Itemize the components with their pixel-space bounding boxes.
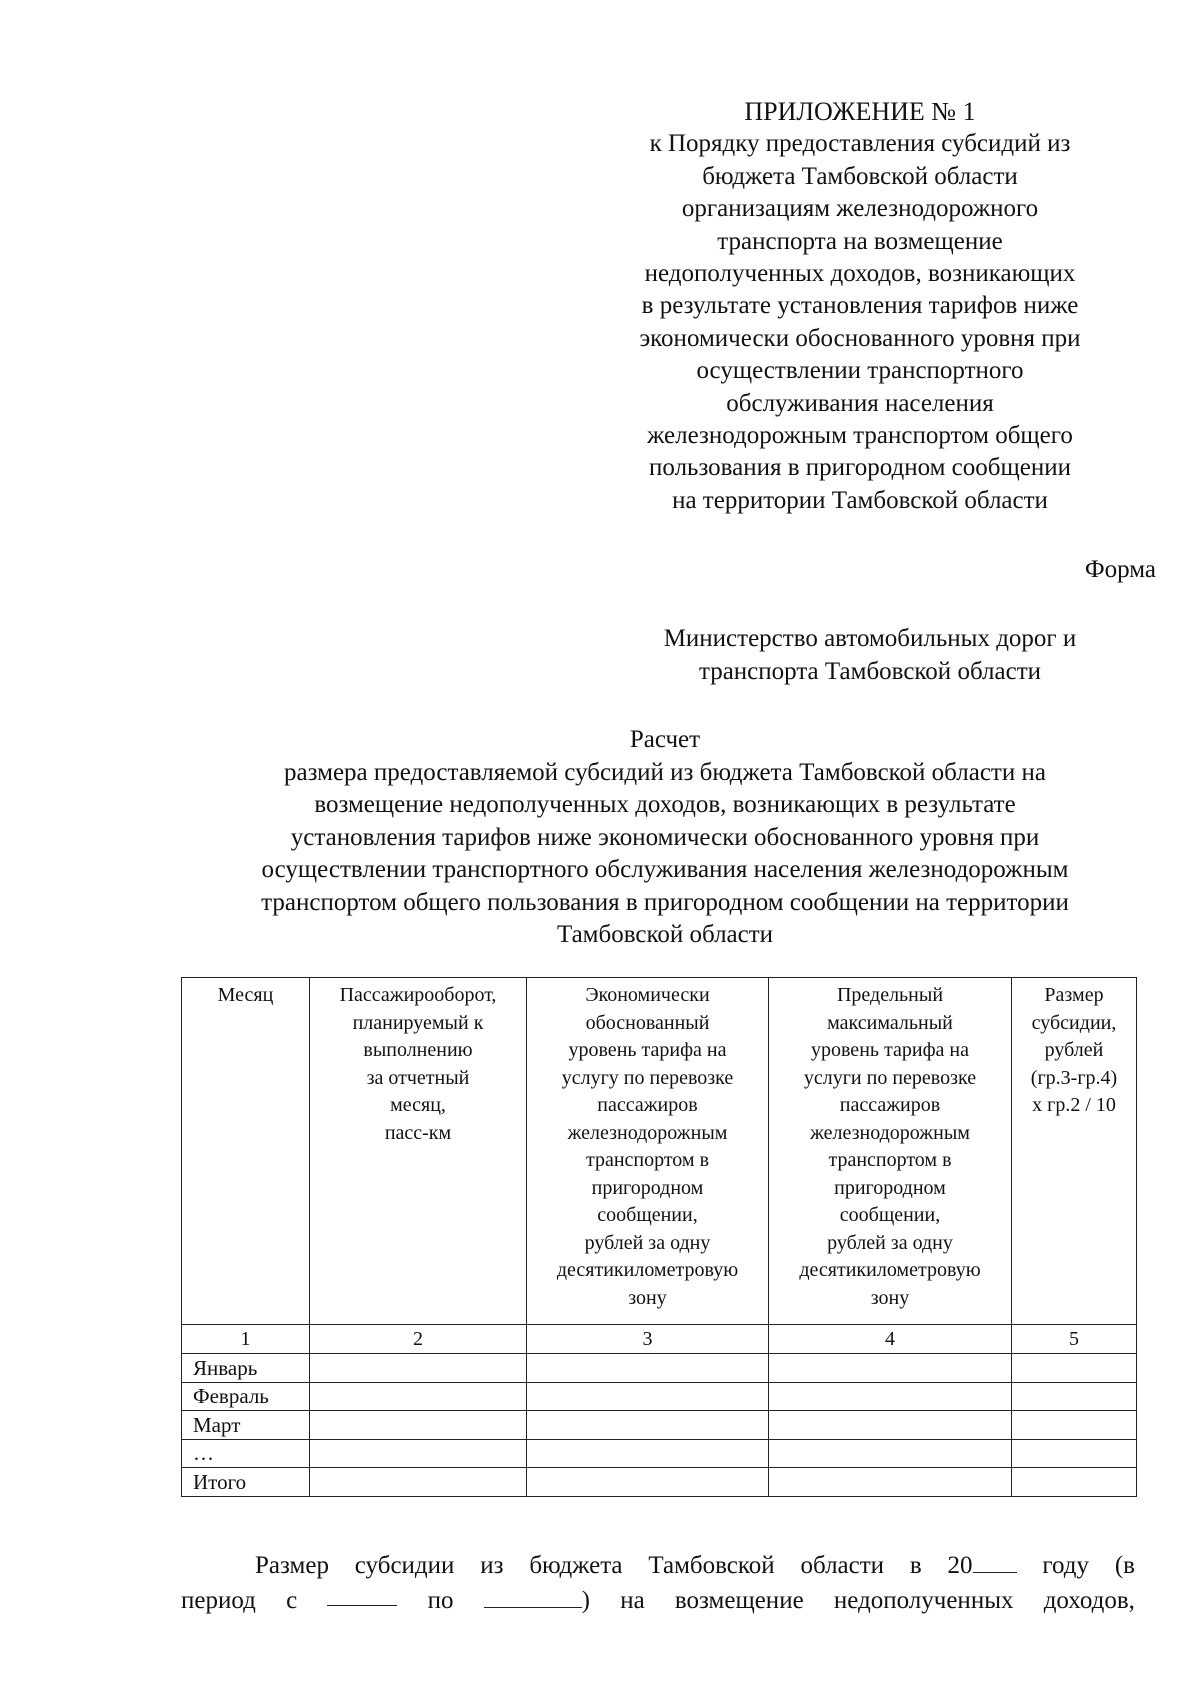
form-label: Форма — [1084, 556, 1156, 583]
appendix-title: ПРИЛОЖЕНИЕ № 1 — [744, 97, 976, 126]
table-cell — [1012, 1411, 1137, 1440]
table-cell — [769, 1411, 1012, 1440]
year-prefix: 20 — [947, 1552, 973, 1579]
appendix-line: организациям железнодорожного — [681, 195, 1039, 223]
paragraph-word: на — [620, 1587, 645, 1614]
header-line: уровень тарифа на — [810, 1039, 969, 1061]
table-cell — [310, 1439, 527, 1468]
table-cell — [769, 1468, 1012, 1497]
month-cell: Итого — [182, 1468, 310, 1497]
paragraph-word: Тамбовской — [648, 1552, 775, 1579]
header-line: за отчетный — [366, 1066, 470, 1089]
header-line: Размер — [1044, 984, 1104, 1006]
ministry-name — [620, 622, 1120, 688]
table-cell — [527, 1354, 769, 1383]
column-number-row — [182, 1325, 1137, 1354]
header-line: зону — [628, 1286, 667, 1309]
paragraph-line-1 — [181, 1548, 1135, 1583]
appendix-line: обслуживания населения — [726, 389, 994, 417]
paragraph-word: в — [909, 1552, 922, 1579]
calculation-line: Тамбовской области — [556, 921, 774, 948]
header-line: пасс-км — [384, 1121, 452, 1144]
paragraph-word: с — [286, 1587, 298, 1614]
header-line: пассажиров — [839, 1094, 941, 1116]
header-line: зону — [870, 1286, 910, 1309]
appendix-line: экономически обоснованного уровня при — [639, 324, 1081, 352]
header-line: пассажиров — [597, 1094, 698, 1116]
header-line: рублей за одну — [827, 1231, 953, 1254]
column-number: 3 — [527, 1325, 769, 1354]
calculation-title-block — [150, 724, 1180, 952]
calculation-line: транспортом общего пользования в пригородном сообщении на территории — [261, 888, 1069, 916]
table-cell — [769, 1439, 1012, 1468]
header-line: рублей — [1044, 1039, 1104, 1061]
appendix-line: пользования в пригородном сообщении — [649, 454, 1071, 482]
appendix-line: на территории Тамбовской области — [672, 486, 1048, 514]
header-line: услуги по перевозке — [803, 1066, 977, 1089]
calculation-title: Расчет — [629, 726, 701, 753]
column-number: 1 — [182, 1325, 310, 1354]
header-line: рублей за одну — [584, 1231, 711, 1254]
header-line: сообщении, — [839, 1204, 941, 1226]
closing-paren: ) — [581, 1587, 590, 1614]
paragraph-word: году — [1042, 1552, 1089, 1579]
calculation-line: возмещение недополученных доходов, возникающих в результате — [314, 791, 1016, 818]
table-header-row — [182, 978, 1137, 1325]
header-line: транспортом в — [585, 1149, 710, 1171]
header-line: обоснованный — [585, 1011, 710, 1034]
table-cell — [310, 1382, 527, 1411]
header-line: месяц, — [390, 1094, 446, 1116]
table-row — [182, 1354, 1137, 1383]
table-cell — [1012, 1382, 1137, 1411]
year-blank — [973, 1550, 1017, 1573]
appendix-line: к Порядку предоставления субсидий из — [649, 130, 1071, 158]
header-subsidy-amount — [1012, 978, 1137, 1325]
table-row — [182, 1411, 1137, 1440]
header-line: пригородном — [834, 1176, 946, 1199]
header-line: Экономически — [585, 984, 710, 1006]
table-cell — [527, 1411, 769, 1440]
appendix-line: осуществлении транспортного — [696, 357, 1024, 385]
calculation-line: осуществлении транспортного обслуживания населения железнодорожным — [261, 856, 1069, 883]
month-cell: Февраль — [182, 1382, 310, 1411]
header-line: десятикилометровую — [799, 1259, 981, 1281]
header-line: субсидии, — [1031, 1011, 1117, 1034]
table-cell — [527, 1468, 769, 1497]
ministry-line: Министерство автомобильных дорог и — [663, 625, 1077, 652]
paragraph-word: доходов, — [1043, 1587, 1135, 1614]
paragraph-word: бюджета — [529, 1552, 623, 1579]
table-cell — [310, 1468, 527, 1497]
table-cell — [527, 1439, 769, 1468]
period-end-blank — [484, 1585, 582, 1608]
header-line: десятикилометровую — [556, 1259, 739, 1281]
header-line: планируемый к — [352, 1011, 484, 1034]
appendix-line: железнодорожным транспортом общего — [647, 422, 1073, 450]
subsidy-paragraph — [181, 1548, 1135, 1618]
calculation-line: размера предоставляемой субсидий из бюджета Тамбовской области на — [284, 758, 1046, 786]
header-line: х гр.2 / 10 — [1032, 1094, 1116, 1116]
table-row-total — [182, 1468, 1137, 1497]
paragraph-word: субсидии — [354, 1552, 455, 1579]
column-number: 2 — [310, 1325, 527, 1354]
paragraph-line-2 — [181, 1583, 1135, 1618]
table-cell — [769, 1354, 1012, 1383]
paragraph-word: возмещение — [674, 1587, 804, 1614]
header-line: выполнению — [363, 1039, 473, 1061]
month-cell: Январь — [182, 1354, 310, 1383]
header-line: железнодорожным — [567, 1121, 728, 1144]
table-cell — [527, 1382, 769, 1411]
paragraph-word: Размер — [255, 1552, 329, 1579]
paragraph-word: период — [181, 1587, 256, 1614]
appendix-line: транспорта на возмещение — [717, 227, 1003, 255]
appendix-line: бюджета Тамбовской области — [702, 162, 1018, 190]
paragraph-word: недополученных — [833, 1587, 1014, 1614]
table-cell — [310, 1411, 527, 1440]
period-start-blank — [327, 1583, 397, 1606]
table-row — [182, 1382, 1137, 1411]
header-passenger-turnover — [310, 978, 527, 1325]
table-row — [182, 1439, 1137, 1468]
header-line: услугу по перевозке — [561, 1066, 734, 1089]
year-field — [948, 1548, 1017, 1583]
header-line: сообщении, — [597, 1204, 698, 1226]
table-cell — [769, 1382, 1012, 1411]
header-line: транспортом в — [828, 1149, 952, 1171]
header-line: максимальный — [827, 1011, 953, 1034]
subsidy-table — [181, 977, 1137, 1497]
table-cell — [1012, 1354, 1137, 1383]
calculation-line: установления тарифов ниже экономически обоснованного уровня при — [290, 823, 1040, 851]
paragraph-word: по — [427, 1587, 454, 1614]
paragraph-word: (в — [1114, 1552, 1135, 1579]
header-line: пригородном — [591, 1176, 704, 1199]
header-line: (гр.3-гр.4) — [1030, 1066, 1118, 1089]
appendix-header — [600, 96, 1120, 517]
appendix-line: недополученных доходов, возникающих — [644, 260, 1076, 288]
table-cell — [1012, 1439, 1137, 1468]
header-line: железнодорожным — [810, 1121, 970, 1144]
column-number: 5 — [1012, 1325, 1137, 1354]
header-line: Месяц — [217, 984, 274, 1006]
appendix-line: в результате установления тарифов ниже — [641, 292, 1079, 320]
paragraph-word: из — [480, 1552, 504, 1579]
month-cell: Март — [182, 1411, 310, 1440]
column-number: 4 — [769, 1325, 1012, 1354]
table-cell — [310, 1354, 527, 1383]
header-max-tariff — [769, 978, 1012, 1325]
header-month — [182, 978, 310, 1325]
table-cell — [1012, 1468, 1137, 1497]
header-line: уровень тарифа на — [568, 1039, 727, 1061]
month-cell: … — [182, 1439, 310, 1468]
period-end-field — [484, 1583, 590, 1618]
paragraph-word: области — [800, 1552, 885, 1579]
ministry-line: транспорта Тамбовской области — [698, 658, 1042, 685]
header-line: Предельный — [836, 984, 944, 1006]
header-economic-tariff — [527, 978, 769, 1325]
header-line: Пассажирооборот, — [339, 984, 497, 1006]
